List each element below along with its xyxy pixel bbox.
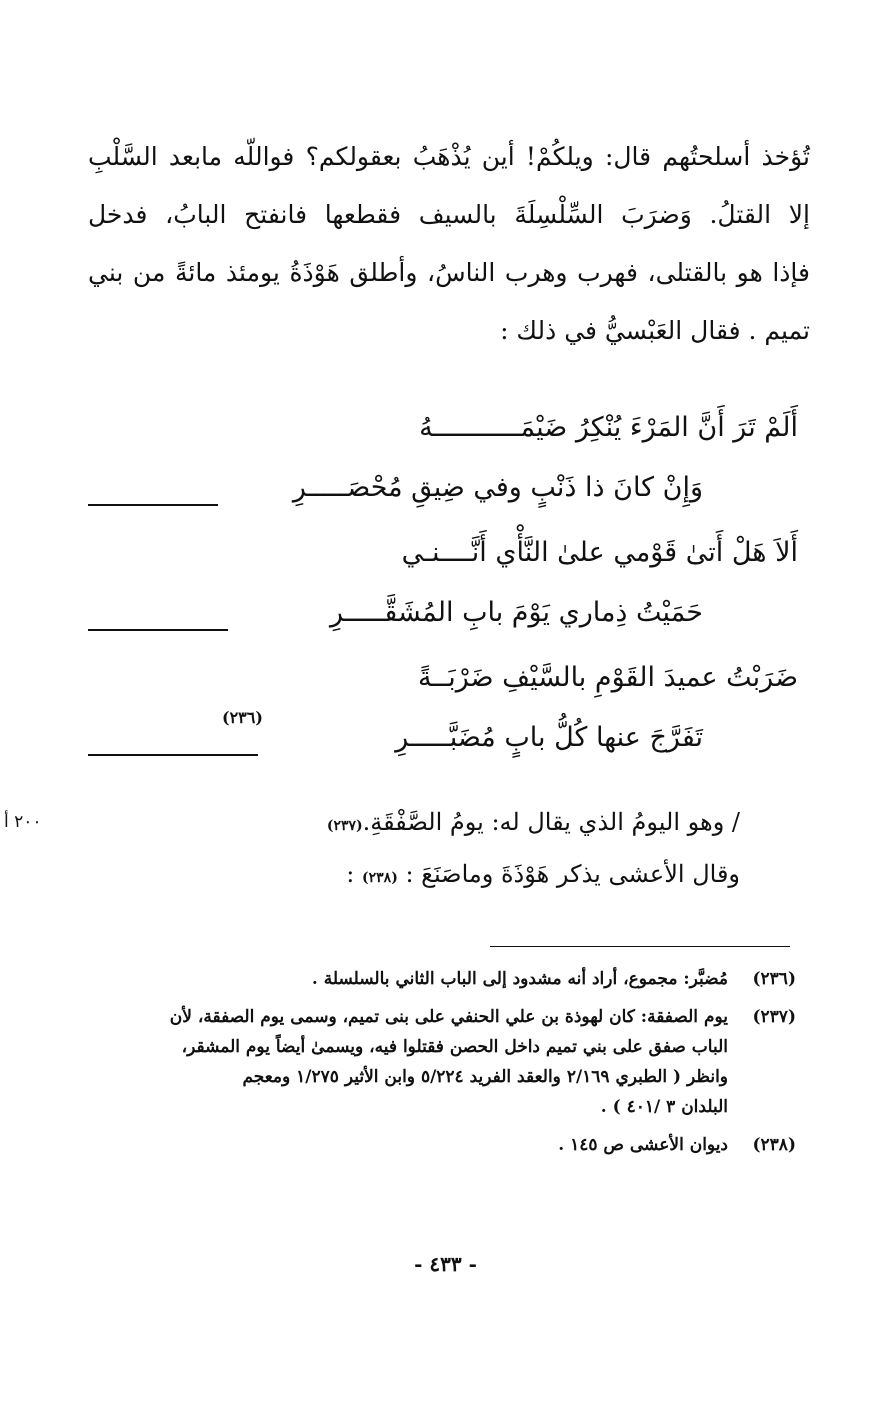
prose-paragraph: [88, 128, 810, 360]
footnote-line: الباب صفق على بني تميم داخل الحصن فقتلوا فيه، ويسمىٰ أيضاً يوم المشقر،: [181, 1037, 728, 1057]
margin-folio-note: ٢٠٠ أ: [4, 812, 42, 832]
footnote-number: (٢٣٦): [752, 969, 796, 989]
after-poem-line-text: / وهو اليومُ الذي يقال له: يومُ الصَّفْقَةِ.: [362, 808, 740, 836]
footnotes: [86, 964, 796, 1160]
prose-line: تُؤخذ أسلحتُهم قال: ويلكُمْ! أين يُذْهَبُ بعقولكم؟ فواللّه مابعد السَّلْبِ: [88, 142, 810, 171]
verse-first-hemistich: أَلَمْ تَرَ أَنَّ المَرْءَ يُنْكِرُ ضَيْمَـــــــــــهُ: [419, 412, 798, 443]
poem-verse: [82, 537, 798, 662]
footnote-text: [86, 1002, 728, 1122]
footnote-number: (٢٣٧): [752, 1007, 796, 1027]
after-poem-text: [200, 796, 740, 900]
footnote-line: ديوان الأعشى ص ١٤٥ .: [558, 1135, 728, 1155]
footnote-item: [86, 1002, 796, 1122]
after-poem-line: [200, 848, 740, 900]
verse-second-hemistich: حَمَيْتُ ذِماري يَوْمَ بابِ المُشَقَّـــــرِ: [329, 597, 703, 628]
footnote-item: [86, 1130, 796, 1160]
footnote-separator: [490, 946, 790, 947]
footnote-reference: (٢٣٨): [362, 870, 398, 886]
prose-line: فإذا هو بالقتلى، فهرب وهرب الناسُ، وأطلق هَوْذَةُ يومئذ مائةً من بني: [88, 258, 810, 287]
footnote-line: البلدان ٣ /٤٠١ ) .: [600, 1097, 728, 1117]
prose-line: تميم . فقال العَبْسيُّ في ذلك :: [500, 316, 810, 345]
poem: [82, 412, 798, 787]
poem-verse: [82, 662, 798, 787]
verse-extension-line: [88, 504, 218, 506]
after-poem-line-text: وقال الأعشى يذكر هَوْذَةَ وماصَنَعَ :: [405, 860, 740, 888]
after-poem-colon: :: [346, 860, 355, 888]
verse-first-hemistich: أَلاَ هَلْ أَتىٰ قَوْمي علىٰ النَّأْي أَنَّــــنـي: [401, 537, 798, 568]
footnote-line: وانظر ( الطبري ٢/١٦٩ والعقد الفريد ٥/٢٢٤ وابن الأثير ١/٢٧٥ ومعجم: [242, 1067, 728, 1087]
footnote-text: [86, 1130, 728, 1160]
footnote-item: [86, 964, 796, 994]
verse-second-hemistich: تَفَرَّجَ عنها كُلُّ بابٍ مُضَبَّـــــرِ: [395, 722, 703, 753]
footnote-line: مُضبَّر: مجموع، أراد أنه مشدود إلى الباب الثاني بالسلسلة .: [311, 969, 728, 989]
page-number: - ٤٣٣ -: [414, 1252, 477, 1276]
prose-line: إلا القتلُ. وَضرَبَ السِّلْسِلَةَ بالسيف فقطعها فانفتح البابُ، فدخل: [88, 200, 810, 229]
footnote-text: [86, 964, 728, 994]
poem-verse: [82, 412, 798, 537]
verse-second-hemistich: وَإِنْ كانَ ذا ذَنْبٍ وفي ضِيقِ مُحْصَـــــرِ: [292, 472, 703, 503]
verse-first-hemistich: ضَرَبْتُ عميدَ القَوْمِ بالسَّيْفِ ضَرْبَــةً: [417, 662, 798, 693]
verse-extension-line: [88, 629, 228, 631]
verse-extension-line: [88, 754, 258, 756]
footnote-number: (٢٣٨): [752, 1135, 796, 1155]
footnote-line: يوم الصفقة: كان لهوذة بن علي الحنفي على بنى تميم، وسمى يوم الصفقة، لأن: [169, 1007, 728, 1027]
after-poem-line: [200, 796, 740, 848]
footnote-reference: (٢٣٧): [326, 818, 363, 834]
footnote-reference: (٢٣٦): [222, 708, 263, 727]
